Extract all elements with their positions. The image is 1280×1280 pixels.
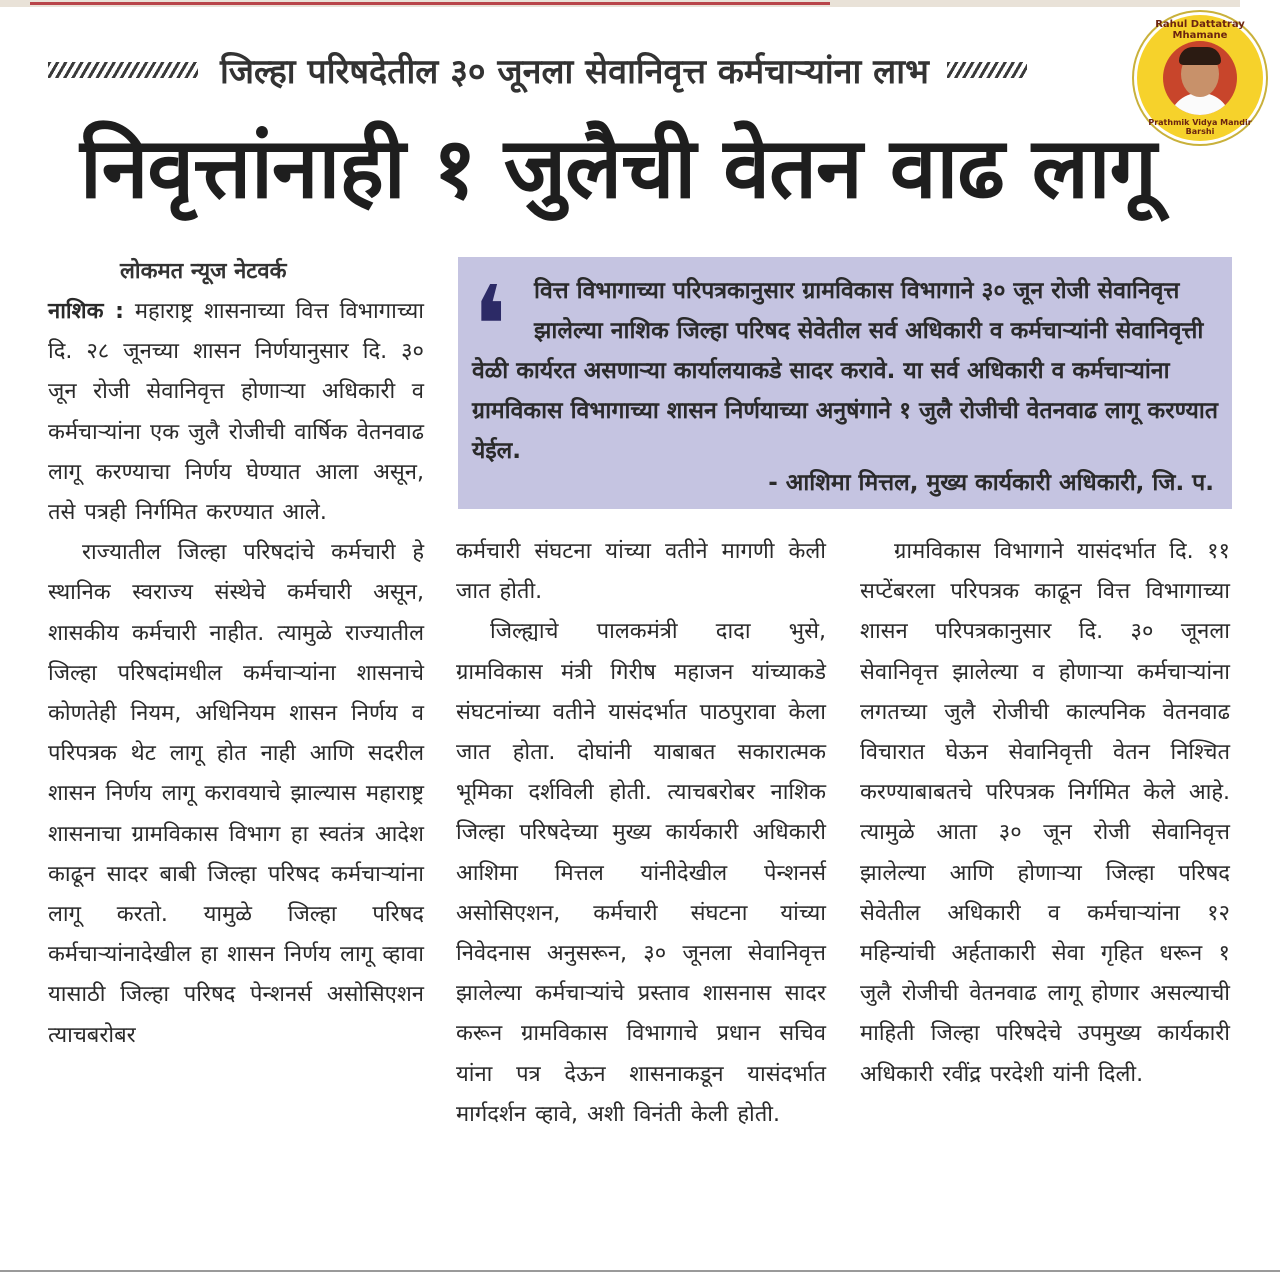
headline: निवृत्तांनाही १ जुलैची वेतन वाढ लागू <box>80 119 1156 217</box>
column-1 <box>48 252 424 1056</box>
bottom-rule <box>0 1270 1280 1272</box>
profile-badge <box>1137 15 1263 141</box>
column-3-paragraph-1: ग्रामविकास विभागाने यासंदर्भात दि. ११ सप्टेंबरला परिपत्रक काढून वित्त विभागाच्या शासन परिपत्रकानुसार दि. ३० जूनला सेवानिवृत्त झालेल्या व होणाऱ्या कर्मचाऱ्यांना लगतच्या जुलै रोजीची काल्पनिक वेतनवाढ विचारात घेऊन सेवानिवृत्ती वेतन निश्चित करण्याबाबतचे परिपत्रक निर्गमित केले आहे. त्यामुळे आता ३० जून रोजी सेवानिवृत्त झालेल्या आणि होणाऱ्या जिल्हा परिषद सेवेतील अधिकारी व कर्मचाऱ्यांना १२ महिन्यांची अर्हताकारी सेवा गृहित धरून १ जुलै रोजीची वेतनवाढ लागू होणार असल्याची माहिती जिल्हा परिषदेचे उपमुख्य कार्यकारी अधिकारी रवींद्र परदेशी यांनी दिली. <box>860 539 1230 1087</box>
column-3 <box>860 532 1230 1095</box>
badge-subtitle: Prathmik Vidya Mandir Barshi <box>1148 118 1252 136</box>
column-2-paragraph-1: कर्मचारी संघटना यांच्या वतीने मागणी केली जात होती. <box>456 539 826 605</box>
quote-box <box>458 257 1232 509</box>
badge-name: Rahul Dattatray Mhamane <box>1155 19 1245 41</box>
quote-text: वित्त विभागाच्या परिपत्रकानुसार ग्रामविकास विभागाने ३० जून रोजी सेवानिवृत्त झालेल्या नाशिक जिल्हा परिषद सेवेतील सर्व अधिकारी व कर्मचाऱ्यांनी सेवानिवृत्ती वेळी कार्यरत असणाऱ्या कार्यालयाकडे सादर करावे. या सर्व अधिकारी व कर्मचाऱ्यांना ग्रामविकास विभागाच्या शासन निर्णयाच्या अनुषंगाने १ जुलै रोजीची वेतनवाढ लागू करण्यात येईल. <box>472 278 1218 464</box>
kicker-row <box>48 44 1158 96</box>
badge-photo <box>1163 41 1237 115</box>
column-1-paragraph-1-text: महाराष्ट्र शासनाच्या वित्त विभागाच्या दि. २८ जूनच्या शासन निर्णयानुसार दि. ३० जून रोजी सेवानिवृत्त होणाऱ्या अधिकारी व कर्मचाऱ्यांना एक जुलै रोजीची वार्षिक वेतनवाढ लागू करण्याचा निर्णय घेण्यात आला असून, तसे पत्रही निर्गमित करण्यात आले. <box>48 299 424 526</box>
top-rule-accent <box>30 2 830 5</box>
dateline: नाशिक : <box>48 299 124 324</box>
column-1-paragraph-2: राज्यातील जिल्हा परिषदांचे कर्मचारी हे स्थानिक स्वराज्य संस्थेचे कर्मचारी असून, शासकीय कर्मचारी नाहीत. त्यामुळे राज्यातील जिल्हा परिषदांमधील कर्मचाऱ्यांना शासनाचे कोणतेही नियम, अधिनियम शासन निर्णय व परिपत्रक थेट लागू होत नाही आणि सदरील शासन निर्णय लागू करावयाचे झाल्यास महाराष्ट्र शासनाचा ग्रामविकास विभाग हा स्वतंत्र आदेश काढून सादर बाबी जिल्हा परिषद कर्मचाऱ्यांना लागू करतो. यामुळे जिल्हा परिषद कर्मचाऱ्यांनादेखील हा शासन निर्णय लागू व्हावा यासाठी जिल्हा परिषद पेन्शनर्स असोसिएशन त्याचबरोबर <box>48 540 424 1048</box>
byline: लोकमत न्यूज नेटवर्क <box>120 259 287 284</box>
top-rule <box>0 0 1240 7</box>
column-2-paragraph-2: जिल्ह्याचे पालकमंत्री दादा भुसे, ग्रामविकास मंत्री गिरीष महाजन यांच्याकडे संघटनांच्या वतीने यासंदर्भात पाठपुरावा केला जात होता. दोघांनी याबाबत सकारात्मक भूमिका दर्शविली होती. त्याचबरोबर नाशिक जिल्हा परिषदेच्या मुख्य कार्यकारी अधिकारी आशिमा मित्तल यांनीदेखील पेन्शनर्स असोसिएशन, कर्मचारी संघटना यांच्या निवेदनास अनुसरून, ३० जूनला सेवानिवृत्त झालेल्या कर्मचाऱ्यांचे प्रस्ताव शासनास सादर करून ग्रामविकास विभागाचे प्रधान सचिव यांना पत्र देऊन शासनाकडून यासंदर्भात मार्गदर्शन व्हावे, अशी विनंती केली होती. <box>456 619 826 1127</box>
kicker-hatch-right <box>947 62 1027 78</box>
kicker-hatch-left <box>48 62 198 78</box>
quote-mark-icon: ❛ <box>472 262 508 390</box>
badge-photo-hair <box>1179 47 1221 65</box>
kicker: जिल्हा परिषदेतील ३० जूनला सेवानिवृत्त कर्मचाऱ्यांना लाभ <box>220 52 929 92</box>
quote-author: - आशिमा मित्तल, मुख्य कार्यकारी अधिकारी, जि. प. <box>768 470 1214 496</box>
column-1-paragraph-1 <box>48 292 424 533</box>
column-2 <box>456 532 826 1135</box>
